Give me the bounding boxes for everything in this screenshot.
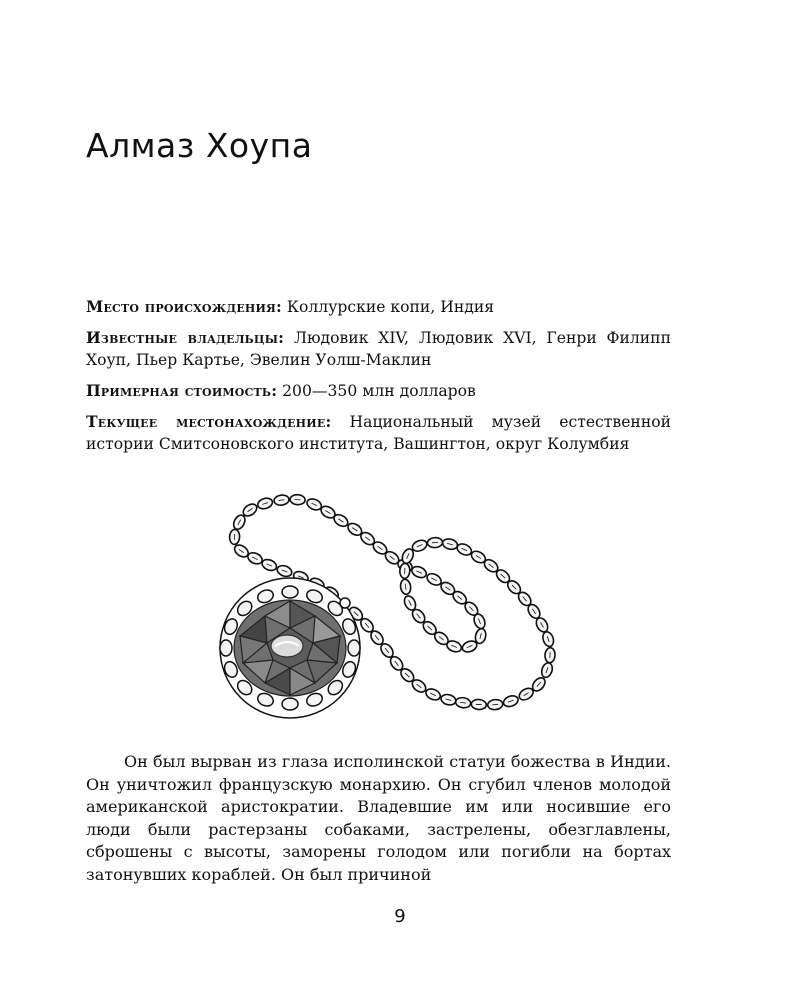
body-paragraph: Он был вырван из глаза исполинской статуи божества в Индии. Он уничтожил французскую монархию. Он сгубил членов молодой американской аристократии. Владевшие им или носившие его люди были растерзаны собаками, застрелены, обезглавлены, сброшены с высоты, заморены голодом или погибли на бортах затонувших кораблей. Он был причиной	[86, 752, 671, 884]
halo-stone	[282, 698, 298, 710]
page-number: 9	[394, 906, 406, 927]
pendant	[220, 578, 360, 718]
fact-label: Текущее местонахождение:	[86, 412, 332, 431]
fact-value: 200—350 млн долларов	[282, 382, 476, 400]
halo-stone	[348, 640, 360, 656]
diamond-gem	[234, 600, 346, 696]
hope-diamond-necklace-illustration	[205, 488, 565, 723]
chapter-title: Алмаз Хоупа	[86, 126, 313, 166]
halo-stone	[282, 586, 298, 598]
fact-owners	[86, 327, 671, 371]
body-text	[86, 751, 671, 887]
halo-stone	[220, 640, 232, 656]
fact-label: Место происхождения:	[86, 297, 282, 316]
fact-value: Людовик XIV, Людовик XVI, Генри Филипп Хоуп, Пьер Картье, Эвелин Уолш-Маклин	[86, 329, 671, 369]
fact-price	[86, 380, 671, 402]
fact-value: Национальный музей естественной истории Смитсоновского института, Вашингтон, округ Колумбия	[86, 413, 671, 453]
fact-location	[86, 411, 671, 455]
fact-label: Известные владельцы:	[86, 328, 285, 347]
fact-value: Коллурские копи, Индия	[286, 298, 495, 316]
fact-origin	[86, 296, 671, 318]
fact-label: Примерная стоимость:	[86, 381, 278, 400]
facts-block	[86, 296, 671, 464]
